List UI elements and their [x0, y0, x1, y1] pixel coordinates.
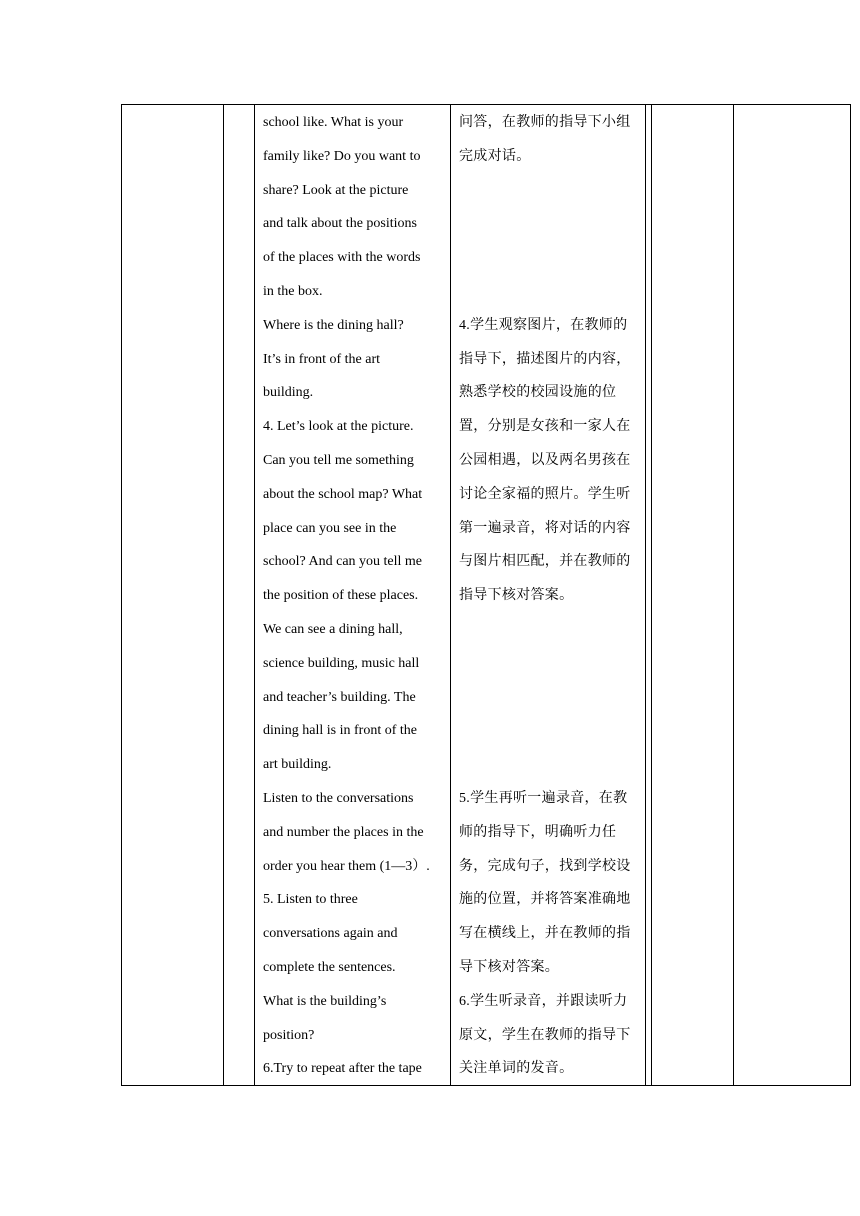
text-line: 5. Listen to three	[263, 892, 358, 908]
text-line: 施的位置，并将答案准确地	[459, 892, 631, 908]
student-activity-cell	[459, 106, 638, 1086]
text-line: 务，完成句子，找到学校设	[459, 858, 631, 874]
text-line: 熟悉学校的校园设施的位	[459, 385, 617, 401]
column-divider-4	[645, 104, 646, 1086]
table-top-border	[121, 104, 851, 105]
text-line: 6.学生听录音，并跟读听力	[459, 993, 628, 1009]
text-line: and teacher’s building. The	[263, 689, 416, 705]
text-line: 6.Try to repeat after the tape	[263, 1061, 422, 1077]
column-divider-3	[450, 104, 451, 1086]
text-line: 写在横线上，并在教师的指	[459, 926, 631, 942]
text-line: conversations again and	[263, 926, 398, 942]
text-line: 原文，学生在教师的指导下	[459, 1027, 631, 1043]
text-line: 指导下核对答案。	[459, 588, 574, 604]
text-line: 公园相遇，以及两名男孩在	[459, 452, 631, 468]
text-line: 问答，在教师的指导下小组	[459, 115, 631, 130]
text-line: and talk about the positions	[263, 216, 417, 232]
text-line: art building.	[263, 757, 332, 773]
text-line: 置，分别是女孩和一家人在	[459, 419, 631, 435]
column-divider-5	[651, 104, 652, 1086]
text-line: family like? Do you want to	[263, 148, 421, 164]
text-line: school? And can you tell me	[263, 554, 423, 570]
text-line: We can see a dining hall,	[263, 621, 403, 637]
text-line: What is the building’s	[263, 993, 387, 1009]
text-line: place can you see in the	[263, 520, 397, 536]
text-line: share? Look at the picture	[263, 182, 409, 198]
text-line: 5.学生再听一遍录音，在教	[459, 790, 628, 806]
text-line: 完成对话。	[459, 148, 531, 164]
text-line: Can you tell me something	[263, 452, 414, 468]
text-line: 4. Let’s look at the picture.	[263, 419, 414, 435]
text-line: and number the places in the	[263, 824, 424, 840]
text-line: the position of these places.	[263, 588, 419, 604]
text-line: 4.学生观察图片，在教师的	[459, 317, 628, 333]
text-line: in the box.	[263, 283, 323, 299]
text-line: 讨论全家福的照片。学生听	[459, 486, 631, 502]
column-divider-2	[254, 104, 255, 1086]
text-line: dining hall is in front of the	[263, 723, 417, 739]
text-line: Where is the dining hall?	[263, 317, 404, 333]
text-line: 导下核对答案。	[459, 959, 560, 975]
text-line: Listen to the conversations	[263, 790, 414, 806]
text-line: building.	[263, 385, 314, 401]
text-line: school like. What is your	[263, 115, 404, 130]
table-left-border	[121, 104, 122, 1086]
text-line: complete the sentences.	[263, 959, 396, 975]
text-line: 关注单词的发音。	[459, 1061, 574, 1077]
text-line: order you hear them (1—3）.	[263, 858, 430, 874]
text-line: It’s in front of the art	[263, 351, 381, 367]
text-line: 第一遍录音，将对话的内容	[459, 520, 631, 536]
text-line: science building, music hall	[263, 655, 420, 671]
column-divider-1	[223, 104, 224, 1086]
table-right-border	[850, 104, 851, 1086]
text-line: 指导下，描述图片的内容，	[459, 351, 631, 367]
text-line: 与图片相匹配，并在教师的	[459, 554, 631, 570]
text-line: position?	[263, 1027, 315, 1043]
column-divider-6	[733, 104, 734, 1086]
text-line: of the places with the words	[263, 250, 421, 266]
text-line: about the school map? What	[263, 486, 423, 502]
text-line: 师的指导下，明确听力任	[459, 824, 617, 840]
teacher-activity-cell	[263, 106, 443, 1086]
